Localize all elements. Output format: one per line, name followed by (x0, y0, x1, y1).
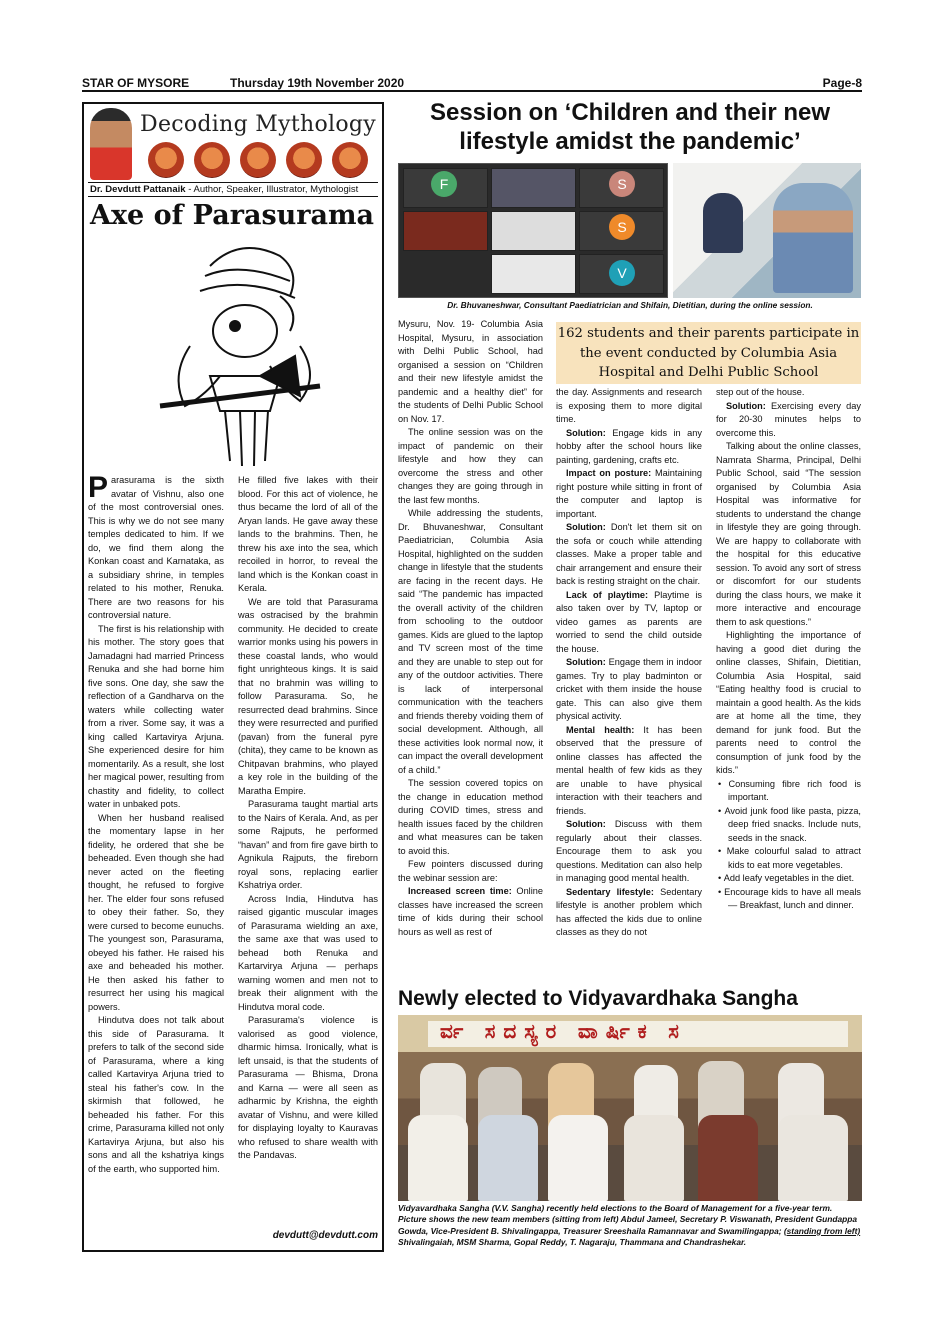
issue-date: Thursday 19th November 2020 (230, 76, 405, 90)
author-byline: Dr. Devdutt Pattanaik - Author, Speaker, Illustrator, Mythologist (88, 182, 378, 197)
article-title: Axe of Parasurama (90, 200, 375, 231)
page-number: Page-8 (822, 76, 862, 90)
article-column-2: He filled five lakes with their blood. For this act of violence, he thus became the lord of all of the Aryan lands. He gave away these lands to the brahmins. Then, he threw his axe into the sea, which recoiled in horror, to reveal the land which is the Konkan coast in Kerala. We are told that Parasurama was ostracised by the brahmin community. He decided to create warrior monks using his powers in these coastal lands, who would fight unrighteous kings. It is said that no brahmin was willing to follow Parasurama. So, he resurrected dead brahmins. Since they were resurrected and purified (pavan) from the funeral pyre (chita), they came to be known as Chitpavan brahmins, who played a key role in the building of the Maratha Empire. Parasurama taught martial arts to the Nairs of Kerala. And, as per some Rajputs, he performed “havan” and from fire gave birth to Agnikula Rajputs, the fireborn royal sons, replacing earlier Kshatriya order. Across India, Hindutva has raised gigantic muscular images of Parasurama wielding an axe, the same axe that was used to behead both Renuka and Kartarvirya Arjuna — perhaps warning women and men not to break their alignment with the Hindutva moral code. Parasurama's violence is valorised as good violence, dharmic himsa. Ironically, what is left unsaid, is that the students of Parasurama — Bhisma, Drona and Karna — were all seen as adharmic by Krishna, the eighth avatar of Vishnu, and were killed for displaying loyalty to Kauravas who refused to share wealth with the Pandavas. (238, 475, 378, 1160)
diet-tip: • Make colourful salad to attract kids to eat more vegetables. (718, 846, 861, 870)
author-email: devdutt@devdutt.com (272, 1230, 378, 1241)
author-photo (90, 108, 132, 180)
deity-face-icon (286, 142, 322, 178)
article-column-1: Parasurama is the sixth avatar of Vishnu, also one of the most controversial ones. This is why we do not see many temples dedicated to him. If we do, we find them along the Konkan coast and Karnataka, as a subsidiary shrine, in temples related to his mother, Renuka. There are two reasons for his controversial nature. The first is his relationship with his mother. The story goes that Jamadagni had married Princess Renuka and she had borne him five sons. One day, she saw the reflection of a Gandharva on the waters while collecting water from a river. Some say, it was a king called Kartavirya Arjuna. She experienced desire for him momentarily. As a result, she lost her magical power, resulting from chastity and fidelity, to collect water in unbaked pots. When her husband realised the momentary lapse in her fidelity, he ordered that she be beheaded. Even though she had never acted on the fleeting thought, he refused to forgive her. The elder four sons refused to obey their father. So, they were cursed to become eunuchs. The youngest son, Parasurama, obeyed his father. He raised his axe and beheaded his mother. He then asked his father to resurrect her using his magical powers. Hindutva does not talk about this side of Parasurama. It prefers to talk of the second side of Parasurama, where a king called Kartavirya Arjuna tried to steal his father's cow. In the skirmish that followed, he beheaded his father. For this crime, Parasurama killed not only Kartavirya Arjuna, but also his sons and all the kshatriya kings of the earth, who supported him. (88, 471, 224, 1174)
session-photo-caption: Dr. Bhuvaneshwar, Consultant Paediatrician and Shifain, Dietitian, during the online session. (447, 300, 813, 310)
sangha-group-photo (398, 1015, 862, 1201)
paper-name: STAR OF MYSORE (82, 76, 190, 90)
sangha-headline: Newly elected to Vidyavardhaka Sangha (398, 987, 798, 1010)
diet-tip: • Consuming fibre rich food is important. (718, 778, 862, 802)
participant-avatar: S (609, 214, 635, 240)
drop-cap: P (88, 471, 109, 504)
diet-tip: • Encourage kids to have all meals — Breakfast, lunch and dinner. (718, 886, 861, 910)
session-highlight-box: 162 students and their parents participate in the event conducted by Columbia Asia Hospital and Delhi Public School (556, 322, 861, 384)
parasurama-illustration (150, 236, 330, 468)
deity-face-icon (148, 142, 184, 178)
deity-face-icon (332, 142, 368, 178)
column-banner (88, 106, 378, 184)
zoom-screenshot-photo (398, 163, 668, 298)
deity-face-icon (194, 142, 230, 178)
column-series-title: Decoding Mythology (140, 112, 376, 137)
participant-avatar: V (609, 260, 635, 286)
diet-tip: • Add leafy vegetables in the diet. (718, 873, 855, 883)
deity-face-icon (240, 142, 276, 178)
session-headline: Session on ‘Children and their new lifestyle amidst the pandemic’ (429, 99, 831, 155)
participant-avatar: S (609, 171, 635, 197)
sangha-photo-caption: Vidyavardhaka Sangha (V.V. Sangha) recently held elections to the Board of Management for a five-year term. Picture shows the new team members (sitting from left) Abdul Jameel, Secretary P. Viswanath, President Gundappa Gowda, Vice-President B. Shivalingappa, Treasurer Sreeshaila Ramannavar and Swamilingappa; (standing from left) Shivalingaiah, MSM Sharma, Gopal Reddy, T. Nagaraju, Thammana and Chandrashekar. (398, 1203, 861, 1248)
doctors-photo (673, 163, 861, 298)
session-column-3: step out of the house. Solution: Exercising every day for 20-30 minutes helps to overcome this. Talking about the online classes, Namrata Sharma, Principal, Delhi Public School, said “The session organised by Columbia Asia Hospital was informative for students to understand the change in lifestyle they are going through. We are happy to collaborate with the hospital for this educative session. To avoid any sort of stress or discomfort for our students during the class hours, we make it more interactive and encourage them to ask questions.” Highlighting the importance of having a good diet during the online classes, Shifain, Dietitian, Columbia Asia Hospital, said “Eating healthy food is crucial to maintain a good health. As the kids are at home all the time, they demand for junk food. But the parents need to control the consumption of junk food by the kids.” • Consuming fibre rich food is important. • Avoid junk food like pasta, pizza, deep fried snacks. Include nuts, seeds in the snack. • Make colourful salad to attract kids to eat more vegetables. • Add leafy vegetables in the diet. • Encourage kids to have all meals — Breakfast, lunch and dinner. (716, 386, 861, 978)
session-column-1: Mysuru, Nov. 19- Columbia Asia Hospital, Mysuru, in association with Delhi Public School, had organised a session on “Children and their new lifestyle amidst the pandemic and a healthy diet” for the students of Delhi Public School on Nov. 17. The online session was on the impact of pandemic on their lifestyle and how they can overcome the stress and other changes they are going through in the last few months. While addressing the students, Dr. Bhuvaneshwar, Consultant Paediatrician, Columbia Asia Hospital, highlighted on the sudden change in lifestyle that the students are facing in the recent days. He said “The pandemic has impacted the overall activity of the children from schooling to the outdoor games. Kids are glued to the laptop and TV screen most of the time and they are unable to step out for any of the outdoor activities. There is lack of interpersonal communication with the teachers and friends thereby voiding them of social development. Although, all these activities look normal now, it can impact the overall development of a child.” The session covered topics on the change in education method during COVID times, stress and health issues faced by the children and what measures can be taken to avoid this. Few pointers discussed during the webinar session are: Increased screen time: Online classes have increased the screen time of kids during their school hours as well as rest of (398, 319, 543, 937)
photo-banner-text: ರ್ವ ಸದಸ್ಯರ ವಾರ್ಷಿಕ ಸ (428, 1021, 848, 1047)
diet-tip: • Avoid junk food like pasta, pizza, deep fried snacks. Include nuts, seeds in the snack. (718, 805, 861, 843)
participant-avatar: F (431, 171, 457, 197)
masthead (82, 74, 862, 92)
session-column-2: the day. Assignments and research is exposing them to more digital time. Solution: Engage kids in any hobby after the school hours like painting, gardening, crafts etc. Impact on posture: Maintaining right posture while sitting in front of the computer and laptop is important. Solution: Don't let them sit on the sofa or couch while attending classes. Make a proper table and chair arrangement and ensure their back is resting straight on the chair. Lack of playtime: Playtime is also taken over by TV, laptop or video games as parents are worried to send the child outside the house. Solution: Engage them in indoor games. Try to play badminton or cricket with them inside the house gate. This can also give them physical activity. Mental health: It has been observed that the pressure of online classes has affected the mental health of few kids as they are unable to have physical interaction with their teachers and friends. Solution: Discuss with them regularly about their classes. Encourage them to ask you questions. Meditation can also help in managing good mental health. Sedentary lifestyle: Sedentary lifestyle is another problem which has affected the kids due to online classes as they do not (556, 387, 703, 937)
